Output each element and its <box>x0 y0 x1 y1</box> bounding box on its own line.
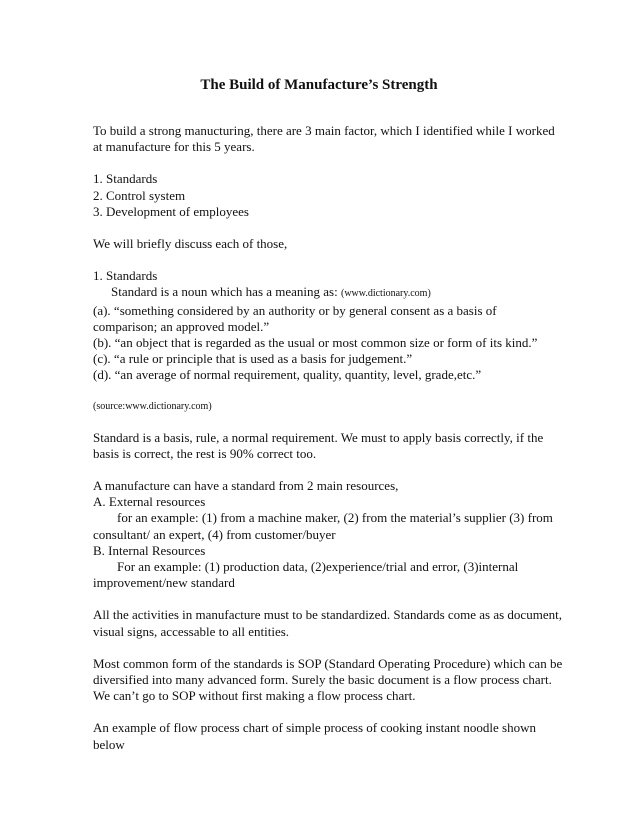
example-paragraph: An example of flow process chart of simple process of cooking instant noodle shown below <box>93 720 536 752</box>
document-title: The Build of Manufacture’s Strength <box>200 77 438 93</box>
factor-item: 3. Development of employees <box>93 203 249 219</box>
internal-resources-heading: B. Internal Resources <box>93 542 206 558</box>
definition-source: (www.dictionary.com) <box>340 288 431 300</box>
sop-paragraph: Most common form of the standards is SOP (Standard Operating Procedure) which can be diversified into many advanced form. Surely the basic document is a flow process chart. We can’t go to SOP without first making a flow process chart. <box>93 655 563 704</box>
external-resources-example-cont: consultant/ an expert, (4) from customer/buyer <box>93 526 336 542</box>
internal-resources-example-cont: improvement/new standard <box>93 575 235 591</box>
standard-summary: Standard is a basis, rule, a normal requirement. We must to apply basis correctly, if the basis is correct, the rest is 90% correct too. <box>93 429 544 461</box>
external-resources-example: for an example: (1) from a machine maker, (2) from the material’s supplier (3) from <box>117 510 553 526</box>
definition-d: (d). “an average of normal requirement, quality, quantity, level, grade,etc.” <box>93 367 482 383</box>
standard-definition-text: Standard is a noun which has a meaning as: <box>111 284 341 300</box>
definition-c: (c). “a rule or principle that is used as a basis for judgement.” <box>93 351 413 367</box>
definition-a: (a). “something considered by an authority or by general consent as a basis of comparison; an approved model.” <box>93 302 497 334</box>
source-note: (source:www.dictionary.com) <box>93 400 212 412</box>
standardized-paragraph: All the activities in manufacture must to be standardized. Standards come as as document, visual signs, accessable to all entities. <box>93 607 562 639</box>
section-heading-standards: 1. Standards <box>93 268 158 284</box>
external-resources-heading: A. External resources <box>93 494 206 510</box>
definition-b: (b). “an object that is regarded as the usual or most common size or form of its kind.” <box>93 335 538 351</box>
standard-definition-intro <box>93 284 563 302</box>
resources-intro: A manufacture can have a standard from 2 main resources, <box>93 478 399 494</box>
document-body <box>93 123 563 753</box>
discuss-paragraph: We will briefly discuss each of those, <box>93 236 288 252</box>
factor-item: 1. Standards <box>93 171 158 187</box>
intro-paragraph: To build a strong manucturing, there are 3 main factor, which I identified while I worked at manufacture for this 5 years. <box>93 123 555 155</box>
factor-item: 2. Control system <box>93 187 186 203</box>
internal-resources-example: For an example: (1) production data, (2)experience/trial and error, (3)internal <box>117 559 519 575</box>
